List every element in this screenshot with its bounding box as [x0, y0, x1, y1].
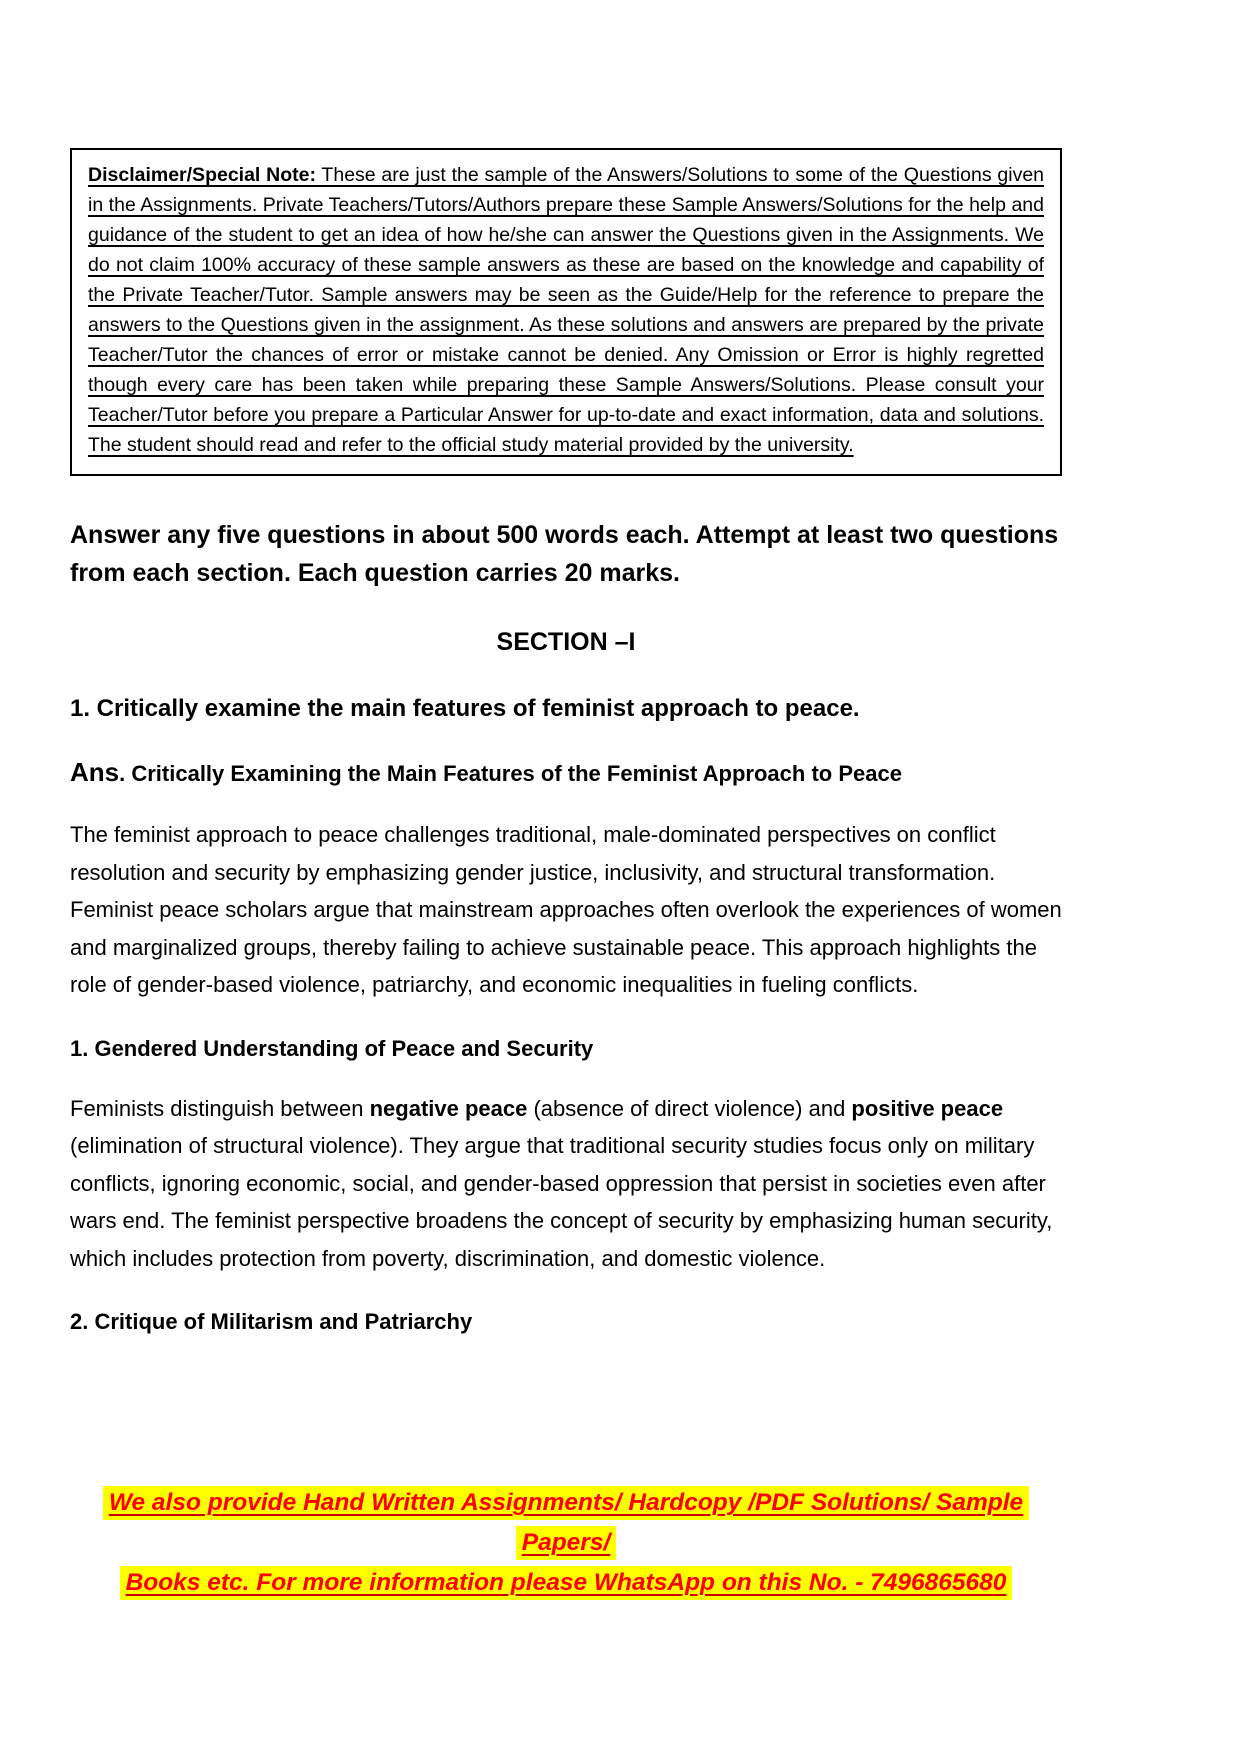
footer-line-2 [70, 1563, 1062, 1603]
footer-text-line-1: We also provide Hand Written Assignments/ Hardcopy /PDF Solutions/ Sample Papers/ [103, 1486, 1029, 1560]
answer-heading [70, 757, 1062, 788]
intro-paragraph: The feminist approach to peace challenges traditional, male-dominated perspectives on conflict resolution and security by emphasizing gender justice, inclusivity, and structural transformation. Feminist peace scholars argue that mainstream approaches often overlook the experiences of women and marginalized groups, thereby failing to achieve sustainable peace. This approach highlights the role of gender-based violence, patriarchy, and economic inequalities in fueling conflicts. [70, 822, 1062, 997]
answer-label: Ans [70, 757, 120, 787]
disclaimer-label: Disclaimer/Special Note: [88, 164, 316, 186]
subsection-1-paragraph: Feminists distinguish between negative peace (absence of direct violence) and positive peace (elimination of structural violence). They argue that traditional security studies focus only on military conflicts, ignoring economic, social, and gender-based oppression that persist in societies even after wars end. The feminist perspective broadens the concept of security by emphasizing human security, which includes protection from poverty, discrimination, and domestic violence. [70, 1095, 1053, 1271]
section-heading: SECTION –I [496, 628, 636, 656]
question-title: 1. Critically examine the main features of feminist approach to peace. [70, 695, 860, 722]
assignment-instructions: Answer any five questions in about 500 words each. Attempt at least two questions from each section. Each question carries 20 marks. [70, 521, 1059, 587]
subsection-2-heading: 2. Critique of Militarism and Patriarchy [70, 1309, 473, 1334]
disclaimer-box [70, 148, 1062, 476]
answer-heading-text: . Critically Examining the Main Features of the Feminist Approach to Peace [119, 761, 902, 786]
footer-banner [70, 1483, 1062, 1603]
footer-line-1 [70, 1483, 1062, 1563]
footer-text-line-2: Books etc. For more information please WhatsApp on this No. - 7496865680 [120, 1566, 1013, 1600]
disclaimer-text [88, 160, 1044, 460]
disclaimer-body: These are just the sample of the Answers/Solutions to some of the Questions given in the Assignments. Private Teachers/Tutors/Authors prepare these Sample Answers/Solutions for the help and guidance of the student to get an idea of how he/she can answer the Questions given in the Assignments. We do not claim 100% accuracy of these sample answers as these are based on the knowledge and capability of the Private Teacher/Tutor. Sample answers may be seen as the Guide/Help for the reference to prepare the answers to the Questions given in the assignment. As these solutions and answers are prepared by the private Teacher/Tutor the chances of error or mistake cannot be denied. Any Omission or Error is highly regretted though every care has been taken while preparing these Sample Answers/Solutions. Please consult your Teacher/Tutor before you prepare a Particular Answer for up-to-date and exact information, data and solutions. The student should read and refer to the official study material provided by the university. [88, 164, 1045, 456]
subsection-1-heading: 1. Gendered Understanding of Peace and Security [70, 1035, 594, 1061]
document-content [70, 148, 1062, 1335]
